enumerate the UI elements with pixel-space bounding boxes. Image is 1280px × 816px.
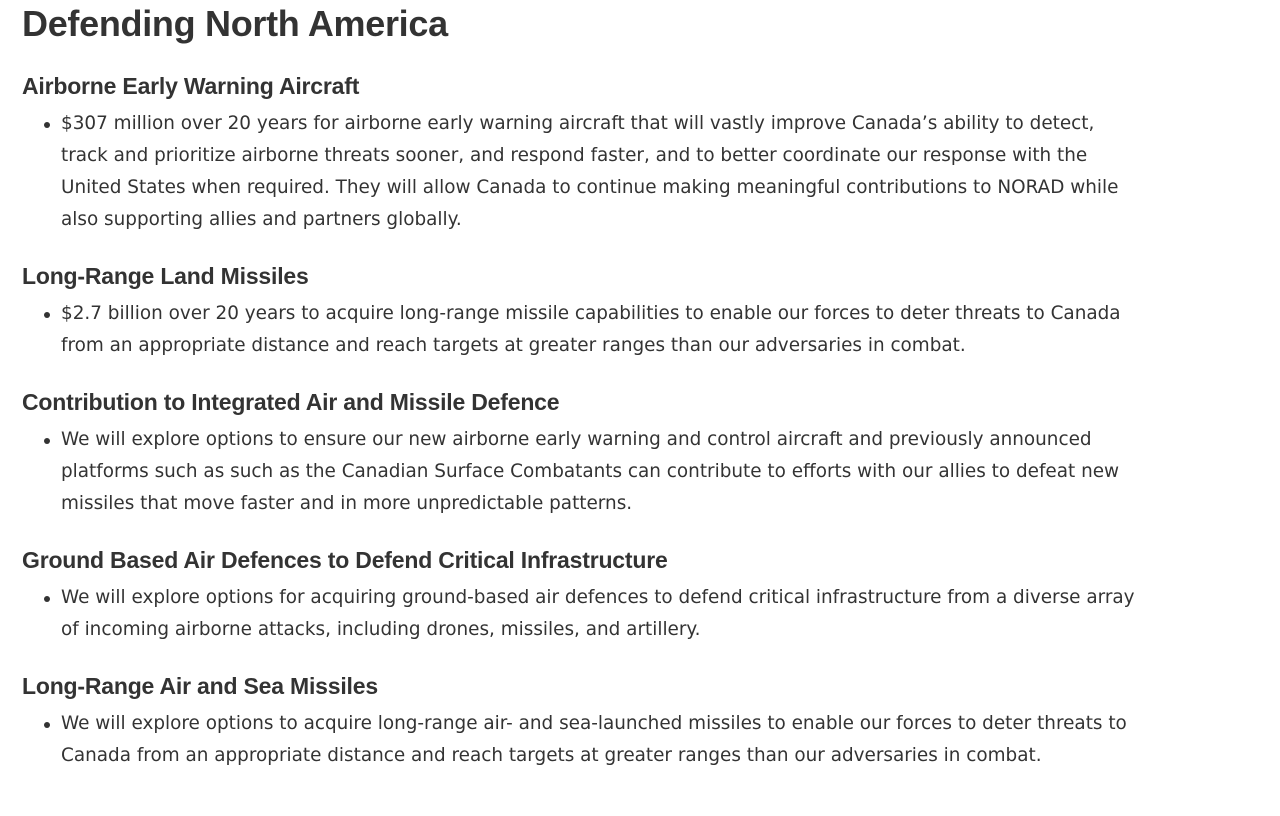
section-ground-based-air-defences bbox=[22, 545, 1142, 646]
bullet-list bbox=[22, 708, 1142, 772]
section-heading: Contribution to Integrated Air and Missile Defence bbox=[22, 389, 560, 415]
section-airborne-early-warning-aircraft bbox=[22, 71, 1142, 236]
bullet-list bbox=[22, 108, 1142, 236]
section-heading: Long-Range Land Missiles bbox=[22, 263, 309, 289]
list-item: We will explore options to ensure our new airborne early warning and control aircraft and previously announced platforms such as such as the Canadian Surface Combatants can contribute to efforts with our allies to defeat new missiles that move faster and in more unpredictable patterns. bbox=[61, 424, 1142, 520]
list-item: $307 million over 20 years for airborne early warning aircraft that will vastly improve Canada’s ability to detect, track and prioritize airborne threats sooner, and respond faster, and to better coordinate our response with the United States when required. They will allow Canada to continue making meaningful contributions to NORAD while also supporting allies and partners globally. bbox=[61, 108, 1142, 236]
list-item: We will explore options to acquire long-range air- and sea-launched missiles to enable our forces to deter threats to Canada from an appropriate distance and reach targets at greater ranges than our adversaries in combat. bbox=[61, 708, 1142, 772]
document-content bbox=[22, 0, 1142, 772]
section-long-range-land-missiles bbox=[22, 261, 1142, 362]
section-heading: Ground Based Air Defences to Defend Critical Infrastructure bbox=[22, 547, 668, 573]
section-integrated-air-and-missile-defence bbox=[22, 387, 1142, 520]
section-heading: Airborne Early Warning Aircraft bbox=[22, 73, 360, 99]
list-item: $2.7 billion over 20 years to acquire long-range missile capabilities to enable our forces to deter threats to Canada from an appropriate distance and reach targets at greater ranges than our adversaries in combat. bbox=[61, 298, 1142, 362]
bullet-list bbox=[22, 582, 1142, 646]
bullet-list bbox=[22, 424, 1142, 520]
page-title: Defending North America bbox=[22, 3, 448, 44]
section-heading: Long-Range Air and Sea Missiles bbox=[22, 673, 378, 699]
section-long-range-air-and-sea-missiles bbox=[22, 671, 1142, 772]
list-item: We will explore options for acquiring ground-based air defences to defend critical infrastructure from a diverse array of incoming airborne attacks, including drones, missiles, and artillery. bbox=[61, 582, 1142, 646]
bullet-list bbox=[22, 298, 1142, 362]
